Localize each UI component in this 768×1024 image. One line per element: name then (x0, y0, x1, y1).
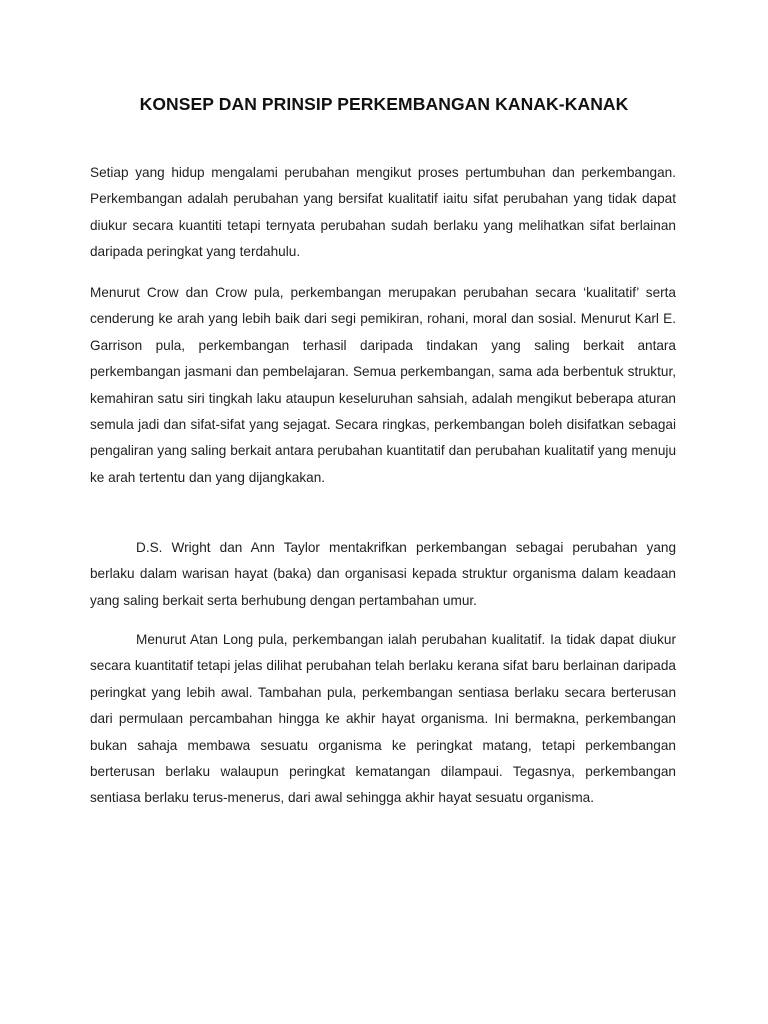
paragraph-1: Setiap yang hidup mengalami perubahan mengikut proses pertumbuhan dan perkembangan. Perkembangan adalah perubahan yang bersifat kualitatif iaitu sifat perubahan yang tidak dapat diukur secara kuantiti tetapi ternyata perubahan sudah berlaku yang melihatkan sifat berlainan daripada peringkat yang terdahulu. (90, 165, 676, 260)
paragraph-2: Menurut Crow dan Crow pula, perkembangan merupakan perubahan secara ‘kualitatif’ serta cenderung ke arah yang lebih baik dari segi pemikiran, rohani, moral dan sosial. Menurut Karl E. Garrison pula, perkembangan terhasil daripada tindakan yang saling berkait antara perkembangan jasmani dan pembelajaran. Semua perkembangan, sama ada berbentuk struktur, kemahiran satu siri tingkah laku ataupun keseluruhan sahsiah, adalah mengikut beberapa aturan semula jadi dan sifat-sifat yang sejagat. Secara ringkas, perkembangan boleh disifatkan sebagai pengaliran yang saling berkait antara perubahan kuantitatif dan perubahan kualitatif yang menuju ke arah tertentu dan yang dijangkakan. (90, 285, 676, 485)
paragraph-3: D.S. Wright dan Ann Taylor mentakrifkan perkembangan sebagai perubahan yang berlaku dalam warisan hayat (baka) dan organisasi kepada struktur organisma dalam keadaan yang saling berkait serta berhubung dengan pertambahan umur. (90, 540, 676, 608)
paragraph-4: Menurut Atan Long pula, perkembangan ialah perubahan kualitatif. Ia tidak dapat diukur secara kuantitatif tetapi jelas dilihat perubahan telah berlaku kerana sifat baru berlainan daripada peringkat yang lebih awal. Tambahan pula, perkembangan sentiasa berlaku secara berterusan dari permulaan percambahan hingga ke akhir hayat organisma. Ini bermakna, perkembangan bukan sahaja membawa sesuatu organisma ke peringkat matang, tetapi perkembangan berterusan berlaku walaupun peringkat kematangan dilampaui. Tegasnya, perkembangan sentiasa berlaku terus-menerus, dari awal sehingga akhir hayat sesuatu organisma. (90, 632, 676, 806)
document-title: KONSEP DAN PRINSIP PERKEMBANGAN KANAK-KANAK (139, 94, 629, 114)
